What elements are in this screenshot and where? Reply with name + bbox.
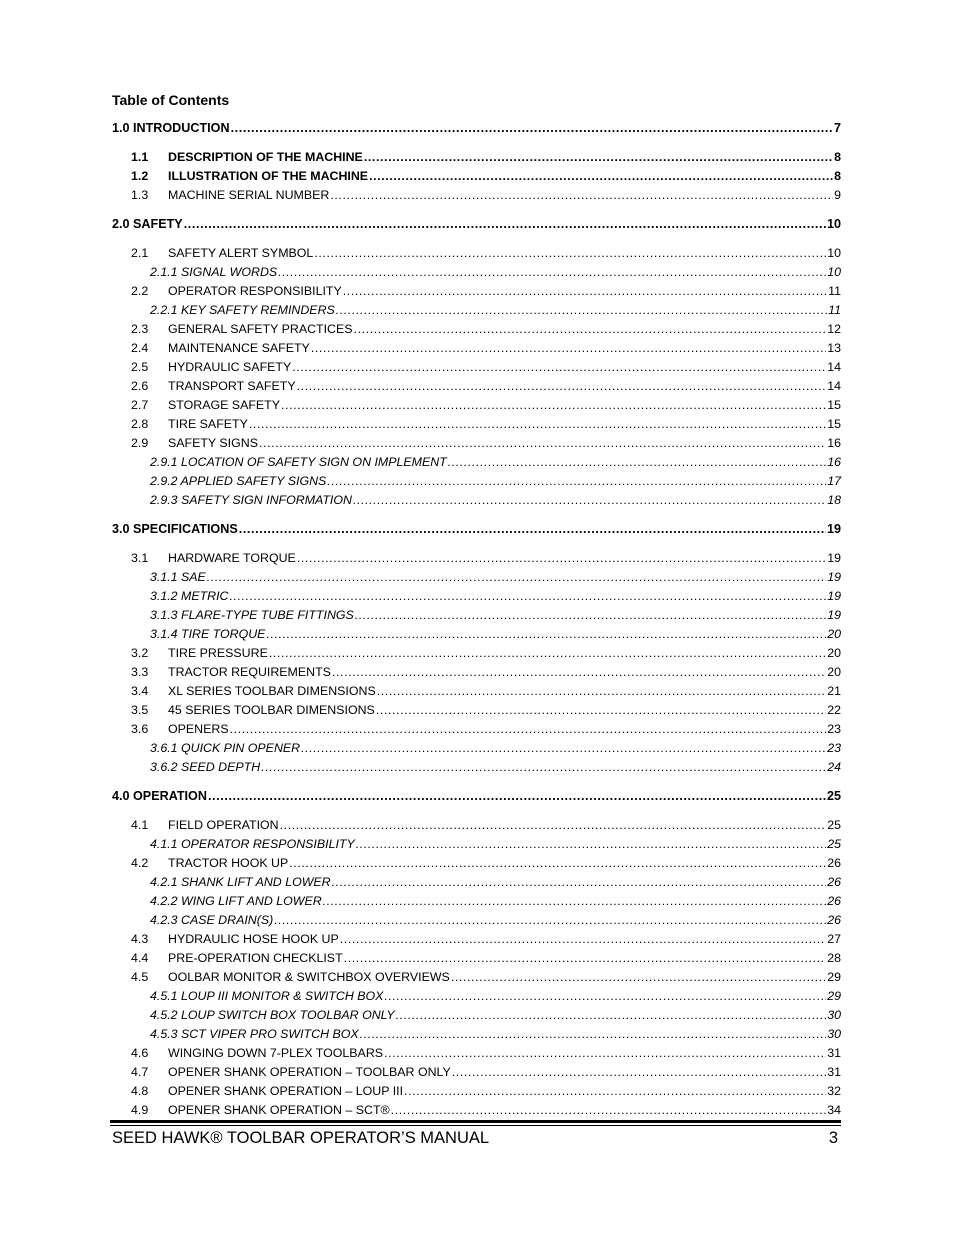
toc-entry-title: 3.1.2 METRIC bbox=[150, 589, 229, 603]
toc-entry[interactable] bbox=[150, 1025, 841, 1043]
toc-entry[interactable] bbox=[131, 1044, 841, 1062]
toc-dot-leader bbox=[278, 263, 826, 281]
toc-entry-number: 4.9 bbox=[131, 1103, 149, 1117]
toc-entry[interactable] bbox=[131, 949, 841, 967]
toc-entry-page: 9 bbox=[834, 188, 841, 202]
toc-entry-title: 3.6.2 SEED DEPTH bbox=[150, 760, 261, 774]
toc-entry-title: SAFETY ALERT SYMBOL bbox=[168, 246, 314, 260]
toc-entry-page: 16 bbox=[827, 455, 841, 469]
toc-entry-page: 19 bbox=[827, 608, 841, 622]
toc-entry-page: 25 bbox=[827, 818, 841, 832]
toc-dot-leader bbox=[231, 119, 833, 137]
toc-entry-page: 15 bbox=[827, 398, 841, 412]
toc-entry[interactable] bbox=[131, 1101, 841, 1119]
toc-dot-leader bbox=[344, 949, 827, 967]
toc-entry-page: 28 bbox=[827, 951, 841, 965]
toc-dot-leader bbox=[311, 339, 826, 357]
toc-entry-page: 23 bbox=[827, 741, 841, 755]
toc-entry-title: 4.2.2 WING LIFT AND LOWER bbox=[150, 894, 322, 908]
toc-entry-page: 11 bbox=[828, 303, 841, 317]
toc-entry[interactable] bbox=[112, 520, 841, 538]
toc-dot-leader bbox=[343, 282, 827, 300]
toc-entry-title: 4.5.1 LOUP III MONITOR & SWITCH BOX bbox=[150, 989, 384, 1003]
toc-entry-page: 7 bbox=[833, 121, 841, 135]
toc-dot-leader bbox=[230, 587, 827, 605]
toc-dot-leader bbox=[340, 930, 826, 948]
toc-dot-leader bbox=[391, 1101, 827, 1119]
toc-entry-page: 10 bbox=[827, 246, 841, 260]
toc-entry[interactable] bbox=[150, 758, 841, 776]
toc-entry[interactable] bbox=[131, 244, 841, 262]
toc-entry-page: 31 bbox=[827, 1046, 841, 1060]
toc-dot-leader bbox=[314, 244, 826, 262]
toc-entry-number: 2.1 bbox=[131, 246, 149, 260]
toc-entry-page: 17 bbox=[827, 474, 841, 488]
toc-entry-number: 2.8 bbox=[131, 417, 149, 431]
toc-entry-title: HARDWARE TORQUE bbox=[168, 551, 296, 565]
toc-dot-leader bbox=[396, 1006, 827, 1024]
toc-entry[interactable] bbox=[131, 682, 841, 700]
toc-entry-page: 20 bbox=[827, 665, 841, 679]
toc-entry[interactable] bbox=[150, 568, 841, 586]
toc-entry[interactable] bbox=[131, 320, 841, 338]
toc-heading: Table of Contents bbox=[112, 92, 230, 108]
toc-entry[interactable] bbox=[150, 911, 841, 929]
toc-entry-title: TRANSPORT SAFETY bbox=[168, 379, 296, 393]
toc-entry[interactable] bbox=[131, 720, 841, 738]
toc-entry[interactable] bbox=[150, 1006, 841, 1024]
toc-entry-title: 2.2.1 KEY SAFETY REMINDERS bbox=[150, 303, 335, 317]
toc-entry-page: 27 bbox=[827, 932, 841, 946]
toc-entry-title: OOLBAR MONITOR & SWITCHBOX OVERVIEWS bbox=[168, 970, 450, 984]
toc-entry-page: 26 bbox=[827, 913, 841, 927]
toc-entry[interactable] bbox=[131, 282, 841, 300]
toc-entry[interactable] bbox=[131, 701, 841, 719]
toc-entry-page: 34 bbox=[827, 1103, 841, 1117]
toc-dot-leader bbox=[259, 434, 826, 452]
toc-entry[interactable] bbox=[150, 587, 841, 605]
toc-entry-title: 4.2.3 CASE DRAIN(S) bbox=[150, 913, 274, 927]
toc-entry[interactable] bbox=[150, 263, 841, 281]
toc-dot-leader bbox=[207, 568, 826, 586]
toc-dot-leader bbox=[332, 873, 827, 891]
toc-entry[interactable] bbox=[131, 644, 841, 662]
toc-entry-page: 20 bbox=[827, 646, 841, 660]
toc-dot-leader bbox=[384, 1044, 826, 1062]
toc-entry-title: 4.2.1 SHANK LIFT AND LOWER bbox=[150, 875, 331, 889]
toc-entry-title: 2.0 SAFETY bbox=[112, 217, 183, 231]
toc-entry[interactable] bbox=[131, 186, 841, 204]
toc-entry-title: MAINTENANCE SAFETY bbox=[168, 341, 310, 355]
toc-entry-number: 3.1 bbox=[131, 551, 149, 565]
toc-entry-title: OPENERS bbox=[168, 722, 229, 736]
toc-dot-leader bbox=[269, 644, 826, 662]
toc-dot-leader bbox=[280, 816, 827, 834]
toc-entry-number: 2.7 bbox=[131, 398, 149, 412]
toc-entry-title: WINGING DOWN 7-PLEX TOOLBARS bbox=[168, 1046, 384, 1060]
toc-entry-number: 4.4 bbox=[131, 951, 149, 965]
toc-entry-title: 3.0 SPECIFICATIONS bbox=[112, 522, 238, 536]
toc-entry[interactable] bbox=[131, 663, 841, 681]
toc-dot-leader bbox=[249, 415, 826, 433]
toc-dot-leader bbox=[289, 854, 826, 872]
toc-entry-number: 1.2 bbox=[131, 169, 149, 183]
toc-dot-leader bbox=[261, 758, 826, 776]
toc-entry-page: 11 bbox=[828, 284, 841, 298]
toc-entry-number: 4.1 bbox=[131, 818, 149, 832]
toc-entry-page: 25 bbox=[827, 837, 841, 851]
toc-entry-page: 30 bbox=[827, 1008, 841, 1022]
toc-entry-page: 32 bbox=[827, 1084, 841, 1098]
toc-dot-leader bbox=[448, 453, 826, 471]
toc-entry-title: TIRE PRESSURE bbox=[168, 646, 268, 660]
toc-entry-number: 2.3 bbox=[131, 322, 149, 336]
toc-entry[interactable] bbox=[131, 816, 841, 834]
toc-entry-title: HYDRAULIC SAFETY bbox=[168, 360, 292, 374]
toc-dot-leader bbox=[364, 148, 833, 166]
toc-entry-number: 4.7 bbox=[131, 1065, 149, 1079]
toc-entry-title: OPERATOR RESPONSIBILITY bbox=[168, 284, 342, 298]
toc-entry-page: 26 bbox=[827, 856, 841, 870]
toc-entry-number: 2.9 bbox=[131, 436, 149, 450]
toc-entry[interactable] bbox=[112, 215, 841, 233]
toc-dot-leader bbox=[327, 472, 826, 490]
toc-dot-leader bbox=[230, 720, 827, 738]
toc-entry[interactable] bbox=[112, 119, 841, 137]
toc-entry-title: 45 SERIES TOOLBAR DIMENSIONS bbox=[168, 703, 375, 717]
toc-entry[interactable] bbox=[131, 415, 841, 433]
toc-entry-title: STORAGE SAFETY bbox=[168, 398, 280, 412]
toc-entry[interactable] bbox=[150, 472, 841, 490]
toc-entry-page: 8 bbox=[834, 169, 841, 183]
toc-entry[interactable] bbox=[131, 358, 841, 376]
toc-entry[interactable] bbox=[131, 549, 841, 567]
toc-entry-page: 29 bbox=[827, 970, 841, 984]
toc-entry-number: 3.2 bbox=[131, 646, 149, 660]
toc-entry[interactable] bbox=[150, 453, 841, 471]
toc-entry-title: MACHINE SERIAL NUMBER bbox=[168, 188, 330, 202]
toc-entry[interactable] bbox=[131, 854, 841, 872]
toc-entry-number: 3.5 bbox=[131, 703, 149, 717]
toc-entry-number: 1.1 bbox=[131, 150, 149, 164]
toc-dot-leader bbox=[384, 987, 826, 1005]
toc-entry-title: 4.5.2 LOUP SWITCH BOX TOOLBAR ONLY bbox=[150, 1008, 395, 1022]
toc-entry-page: 24 bbox=[827, 760, 841, 774]
toc-entry-title: SAFETY SIGNS bbox=[168, 436, 258, 450]
toc-entry-title: GENERAL SAFETY PRACTICES bbox=[168, 322, 353, 336]
toc-entry[interactable] bbox=[131, 167, 841, 185]
toc-dot-leader bbox=[208, 787, 826, 805]
toc-entry-title: 4.0 OPERATION bbox=[112, 789, 207, 803]
toc-entry-title: OPENER SHANK OPERATION – SCT® bbox=[168, 1103, 390, 1117]
footer-rule-thin bbox=[110, 1125, 841, 1126]
toc-entry-title: ILLUSTRATION OF THE MACHINE bbox=[168, 169, 369, 183]
toc-entry-page: 19 bbox=[827, 589, 841, 603]
toc-dot-leader bbox=[369, 167, 833, 185]
toc-entry-title: 3.1.1 SAE bbox=[150, 570, 206, 584]
toc-dot-leader bbox=[301, 739, 826, 757]
toc-dot-leader bbox=[184, 215, 826, 233]
toc-entry-number: 4.2 bbox=[131, 856, 149, 870]
toc-entry-number: 2.6 bbox=[131, 379, 149, 393]
toc-entry-page: 19 bbox=[827, 570, 841, 584]
toc-entry[interactable] bbox=[150, 892, 841, 910]
toc-entry-title: FIELD OPERATION bbox=[168, 818, 279, 832]
toc-dot-leader bbox=[297, 377, 827, 395]
toc-entry-page: 31 bbox=[827, 1065, 841, 1079]
toc-dot-leader bbox=[330, 186, 833, 204]
toc-entry-title: DESCRIPTION OF THE MACHINE bbox=[168, 150, 363, 164]
toc-dot-leader bbox=[336, 301, 827, 319]
toc-entry-page: 26 bbox=[827, 875, 841, 889]
toc-entry-page: 12 bbox=[827, 322, 841, 336]
toc-entry-title: PRE-OPERATION CHECKLIST bbox=[168, 951, 343, 965]
toc-dot-leader bbox=[266, 625, 826, 643]
toc-entry[interactable] bbox=[131, 968, 841, 986]
toc-entry[interactable] bbox=[131, 148, 841, 166]
toc-dot-leader bbox=[274, 911, 826, 929]
toc-entry-title: 4.1.1 OPERATOR RESPONSIBILITY bbox=[150, 837, 355, 851]
toc-entry[interactable] bbox=[150, 301, 841, 319]
toc-entry-title: 2.1.1 SIGNAL WORDS bbox=[150, 265, 278, 279]
toc-entry-number: 2.4 bbox=[131, 341, 149, 355]
toc-entry-title: OPENER SHANK OPERATION – LOUP III bbox=[168, 1084, 404, 1098]
footer-rule-thick bbox=[110, 1120, 841, 1123]
toc-entry[interactable] bbox=[150, 625, 841, 643]
toc-entry-page: 19 bbox=[826, 522, 841, 536]
toc-entry-page: 23 bbox=[827, 722, 841, 736]
toc-entry[interactable] bbox=[131, 930, 841, 948]
toc-entry-page: 16 bbox=[827, 436, 841, 450]
toc-entry-page: 20 bbox=[827, 627, 841, 641]
toc-entry[interactable] bbox=[131, 396, 841, 414]
footer-page-number: 3 bbox=[828, 1129, 838, 1147]
toc-dot-leader bbox=[360, 1025, 827, 1043]
toc-dot-leader bbox=[353, 491, 826, 509]
toc-entry-page: 21 bbox=[827, 684, 841, 698]
toc-entry-page: 25 bbox=[826, 789, 841, 803]
toc-entry[interactable] bbox=[150, 987, 841, 1005]
toc-entry-title: 4.5.3 SCT VIPER PRO SWITCH BOX bbox=[150, 1027, 359, 1041]
toc-entry-number: 4.3 bbox=[131, 932, 149, 946]
toc-entry-number: 3.4 bbox=[131, 684, 149, 698]
toc-entry-title: OPENER SHANK OPERATION – TOOLBAR ONLY bbox=[168, 1065, 451, 1079]
toc-entry-page: 19 bbox=[827, 551, 841, 565]
toc-dot-leader bbox=[452, 1063, 826, 1081]
toc-dot-leader bbox=[354, 320, 827, 338]
toc-entry[interactable] bbox=[131, 434, 841, 452]
toc-entry-title: 1.0 INTRODUCTION bbox=[112, 121, 230, 135]
toc-entry-title: HYDRAULIC HOSE HOOK UP bbox=[168, 932, 339, 946]
toc-entry-title: 3.1.3 FLARE-TYPE TUBE FITTINGS bbox=[150, 608, 354, 622]
toc-entry-page: 22 bbox=[827, 703, 841, 717]
toc-entry-number: 4.5 bbox=[131, 970, 149, 984]
toc-entry[interactable] bbox=[112, 787, 841, 805]
toc-entry-title: 2.9.2 APPLIED SAFETY SIGNS bbox=[150, 474, 327, 488]
toc-entry-title: TIRE SAFETY bbox=[168, 417, 248, 431]
toc-dot-leader bbox=[292, 358, 826, 376]
toc-dot-leader bbox=[355, 606, 826, 624]
toc-entry-title: 2.9.3 SAFETY SIGN INFORMATION bbox=[150, 493, 352, 507]
toc-entry-number: 4.6 bbox=[131, 1046, 149, 1060]
toc-dot-leader bbox=[356, 835, 826, 853]
toc-entry[interactable] bbox=[150, 835, 841, 853]
toc-entry-number: 4.8 bbox=[131, 1084, 149, 1098]
toc-entry-title: 2.9.1 LOCATION OF SAFETY SIGN ON IMPLEMENT bbox=[150, 455, 447, 469]
toc-entry[interactable] bbox=[150, 739, 841, 757]
toc-entry-page: 30 bbox=[827, 1027, 841, 1041]
toc-entry-page: 29 bbox=[827, 989, 841, 1003]
toc-entry-page: 14 bbox=[827, 360, 841, 374]
footer-title: SEED HAWK® TOOLBAR OPERATOR’S MANUAL bbox=[112, 1129, 490, 1147]
toc-entry-title: TRACTOR REQUIREMENTS bbox=[168, 665, 331, 679]
toc-dot-leader bbox=[323, 892, 827, 910]
toc-entry[interactable] bbox=[131, 1082, 841, 1100]
toc-entry[interactable] bbox=[131, 377, 841, 395]
toc-entry[interactable] bbox=[131, 1063, 841, 1081]
toc-entry-page: 18 bbox=[827, 493, 841, 507]
toc-entry-page: 8 bbox=[834, 150, 841, 164]
toc-entry-page: 10 bbox=[826, 217, 841, 231]
toc-entry[interactable] bbox=[150, 873, 841, 891]
toc-dot-leader bbox=[281, 396, 826, 414]
toc-entry-page: 15 bbox=[827, 417, 841, 431]
toc-dot-leader bbox=[404, 1082, 826, 1100]
toc-dot-leader bbox=[451, 968, 826, 986]
toc-dot-leader bbox=[332, 663, 826, 681]
toc-entry-title: TRACTOR HOOK UP bbox=[168, 856, 289, 870]
toc-entry-number: 1.3 bbox=[131, 188, 149, 202]
toc-dot-leader bbox=[376, 701, 826, 719]
toc-entry-number: 2.5 bbox=[131, 360, 149, 374]
toc-dot-leader bbox=[297, 549, 826, 567]
toc-entry[interactable] bbox=[131, 339, 841, 357]
toc-dot-leader bbox=[377, 682, 826, 700]
toc-entry-page: 14 bbox=[827, 379, 841, 393]
toc-entry[interactable] bbox=[150, 491, 841, 509]
toc-entry-page: 13 bbox=[827, 341, 841, 355]
toc-entry-title: 3.6.1 QUICK PIN OPENER bbox=[150, 741, 301, 755]
toc-entry-page: 10 bbox=[827, 265, 841, 279]
toc-entry-page: 26 bbox=[827, 894, 841, 908]
toc-dot-leader bbox=[239, 520, 826, 538]
toc-entry-number: 3.6 bbox=[131, 722, 149, 736]
toc-entry-title: XL SERIES TOOLBAR DIMENSIONS bbox=[168, 684, 376, 698]
toc-entry-number: 2.2 bbox=[131, 284, 149, 298]
toc-entry-number: 3.3 bbox=[131, 665, 149, 679]
toc-entry-title: 3.1.4 TIRE TORQUE bbox=[150, 627, 266, 641]
toc-entry[interactable] bbox=[150, 606, 841, 624]
